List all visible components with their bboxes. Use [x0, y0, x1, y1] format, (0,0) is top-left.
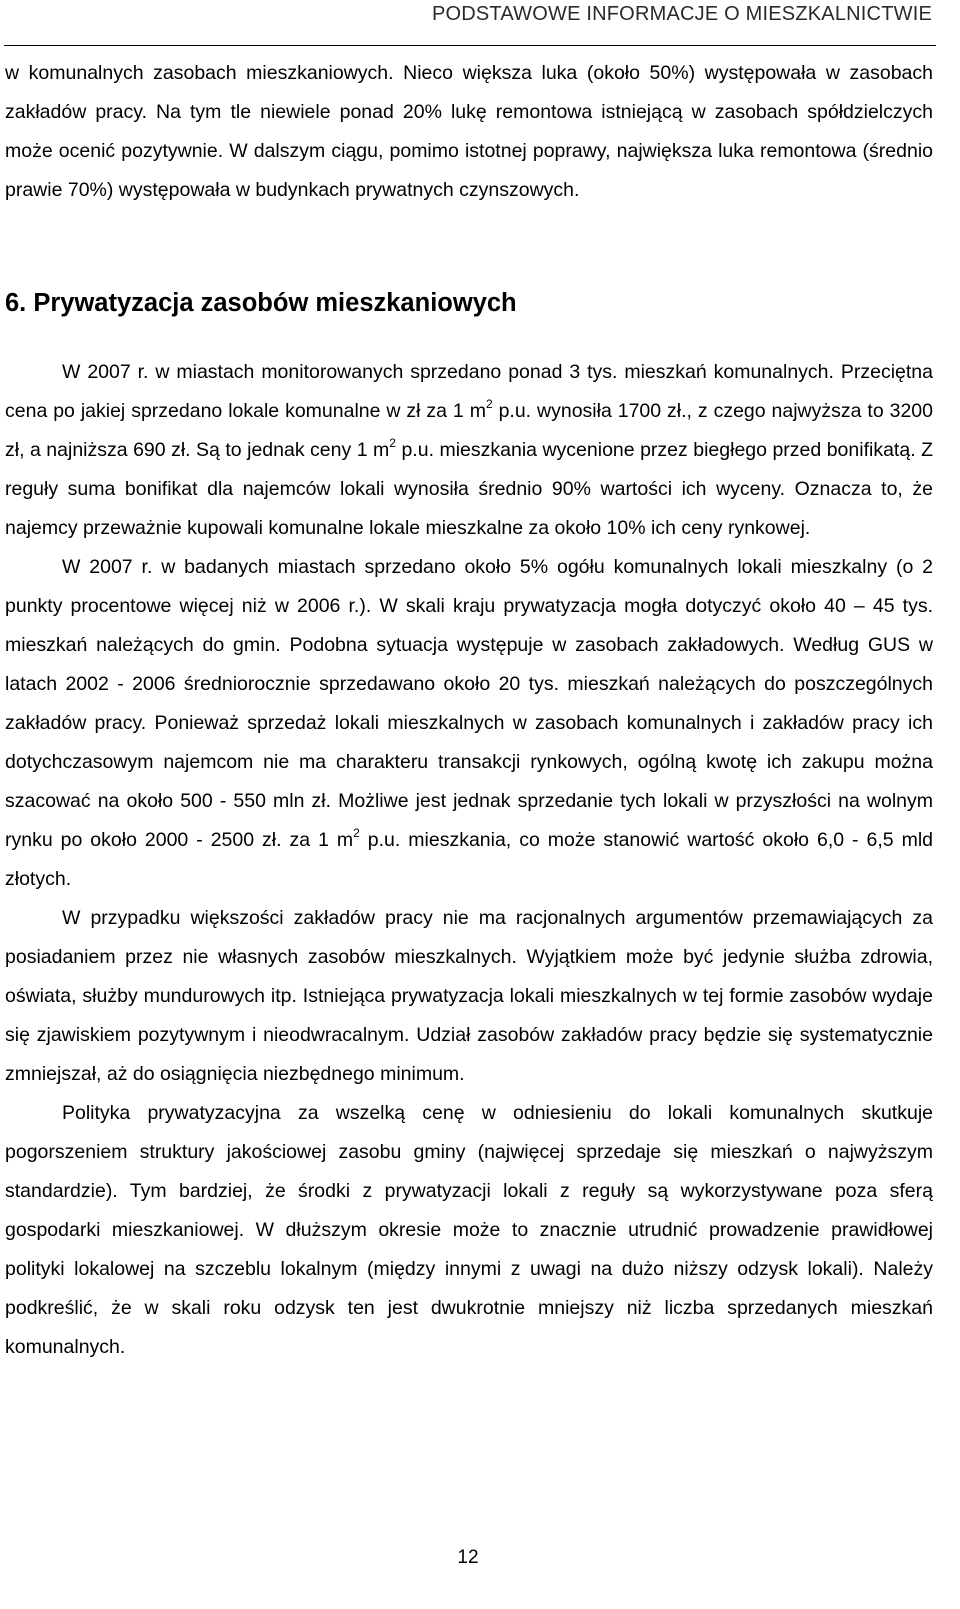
section-body: [5, 353, 933, 1367]
paragraph-1-text-c: p.u. mieszkania wycenione przez biegłego przed bonifikatą. Z reguły suma bonifikat dla najemców lokali wynosiła średnio 90% wartości ich wyceny. Oznacza to, że najemcy przeważnie kupowali komunalne lokale mieszkalne za około 10% ich ceny rynkowej.: [5, 439, 933, 539]
paragraph-2-text-a: W 2007 r. w badanych miastach sprzedano około 5% ogółu komunalnych lokali mieszkalny (o 2 punkty procentowe więcej niż w 2006 r.). W skali kraju prywatyzacja mogła dotyczyć około 40 – 45 tys. mieszkań należących do gmin. Podobna sytuacja występuje w zasobach zakładowych. Według GUS w latach 2002 - 2006 średniorocznie sprzedawano około 20 tys. mieszkań należących do poszczególnych zakładów pracy. Ponieważ sprzedaż lokali mieszkalnych w zasobach komunalnych i zakładów pracy ich dotychczasowym najemcom nie ma charakteru transakcji rynkowych, ogólną kwotę ich zakupu można szacować na około 500 - 550 mln zł. Możliwe jest jednak sprzedanie tych lokali w przyszłości na wolnym rynku po około 2000 - 2500 zł. za 1 m: [5, 556, 933, 851]
section-heading: 6. Prywatyzacja zasobów mieszkaniowych: [5, 289, 517, 317]
intro-paragraph: [5, 54, 933, 210]
running-header: PODSTAWOWE INFORMACJE O MIESZKALNICTWIE: [431, 3, 932, 25]
superscript: 2: [389, 436, 396, 450]
superscript: 2: [485, 397, 493, 411]
paragraph-2-text-b: p.u. mieszkania, co może stanowić wartość około 6,0 - 6,5 mld złotych.: [5, 829, 933, 890]
paragraph-text: w komunalnych zasobach mieszkaniowych. Nieco większa luka (około 50%) występowała w zasobach zakładów pracy. Na tym tle niewiele ponad 20% lukę remontowa istniejącą w zasobach spółdzielczych może ocenić pozytywnie. W dalszym ciągu, pomimo istotnej poprawy, największa luka remontowa (średnio prawie 70%) występowała w budynkach prywatnych czynszowych.: [5, 62, 933, 201]
paragraph-1: [5, 353, 933, 548]
paragraph-3: W przypadku większości zakładów pracy nie ma racjonalnych argumentów przemawiających za posiadaniem przez nie własnych zasobów mieszkalnych. Wyjątkiem może być jedynie służba zdrowia, oświata, służby mundurowych itp. Istniejąca prywatyzacja lokali mieszkalnych w tej formie zasobów wydaje się zjawiskiem pozytywnym i nieodwracalnym. Udział zasobów zakładów pracy będzie się systematycznie zmniejszał, aż do osiągnięcia niezbędnego minimum.: [5, 907, 933, 1085]
paragraph-4: Polityka prywatyzacyjna za wszelką cenę w odniesieniu do lokali komunalnych skutkuje pogorszeniem struktury jakościowej zasobu gminy (najwięcej sprzedaje się mieszkań o najwyższym standardzie). Tym bardziej, że środki z prywatyzacji lokali z reguły są wykorzystywane poza sferą gospodarki mieszkaniowej. W dłuższym okresie może to znacznie utrudnić prowadzenie prawidłowej polityki lokalowej na szczeblu lokalnym (między innymi z uwagi na dużo niższy odzysk lokali). Należy podkreślić, że w skali roku odzysk ten jest dwukrotnie mniejszy niż liczba sprzedanych mieszkań komunalnych.: [5, 1102, 933, 1358]
paragraph-2: [5, 548, 933, 899]
header-rule: [4, 45, 936, 46]
paragraph-1-text-a: W 2007 r. w miastach monitorowanych sprzedano ponad 3 tys. mieszkań komunalnych. Przeciętna cena po jakiej sprzedano lokale komunalne w zł za 1 m: [5, 361, 933, 422]
page-number: 12: [457, 1547, 479, 1568]
paragraph-1-text-b: p.u. wynosiła 1700 zł., z czego najwyższa to 3200 zł, a najniższa 690 zł. Są to jednak ceny 1 m: [5, 400, 933, 461]
superscript: 2: [353, 826, 360, 840]
